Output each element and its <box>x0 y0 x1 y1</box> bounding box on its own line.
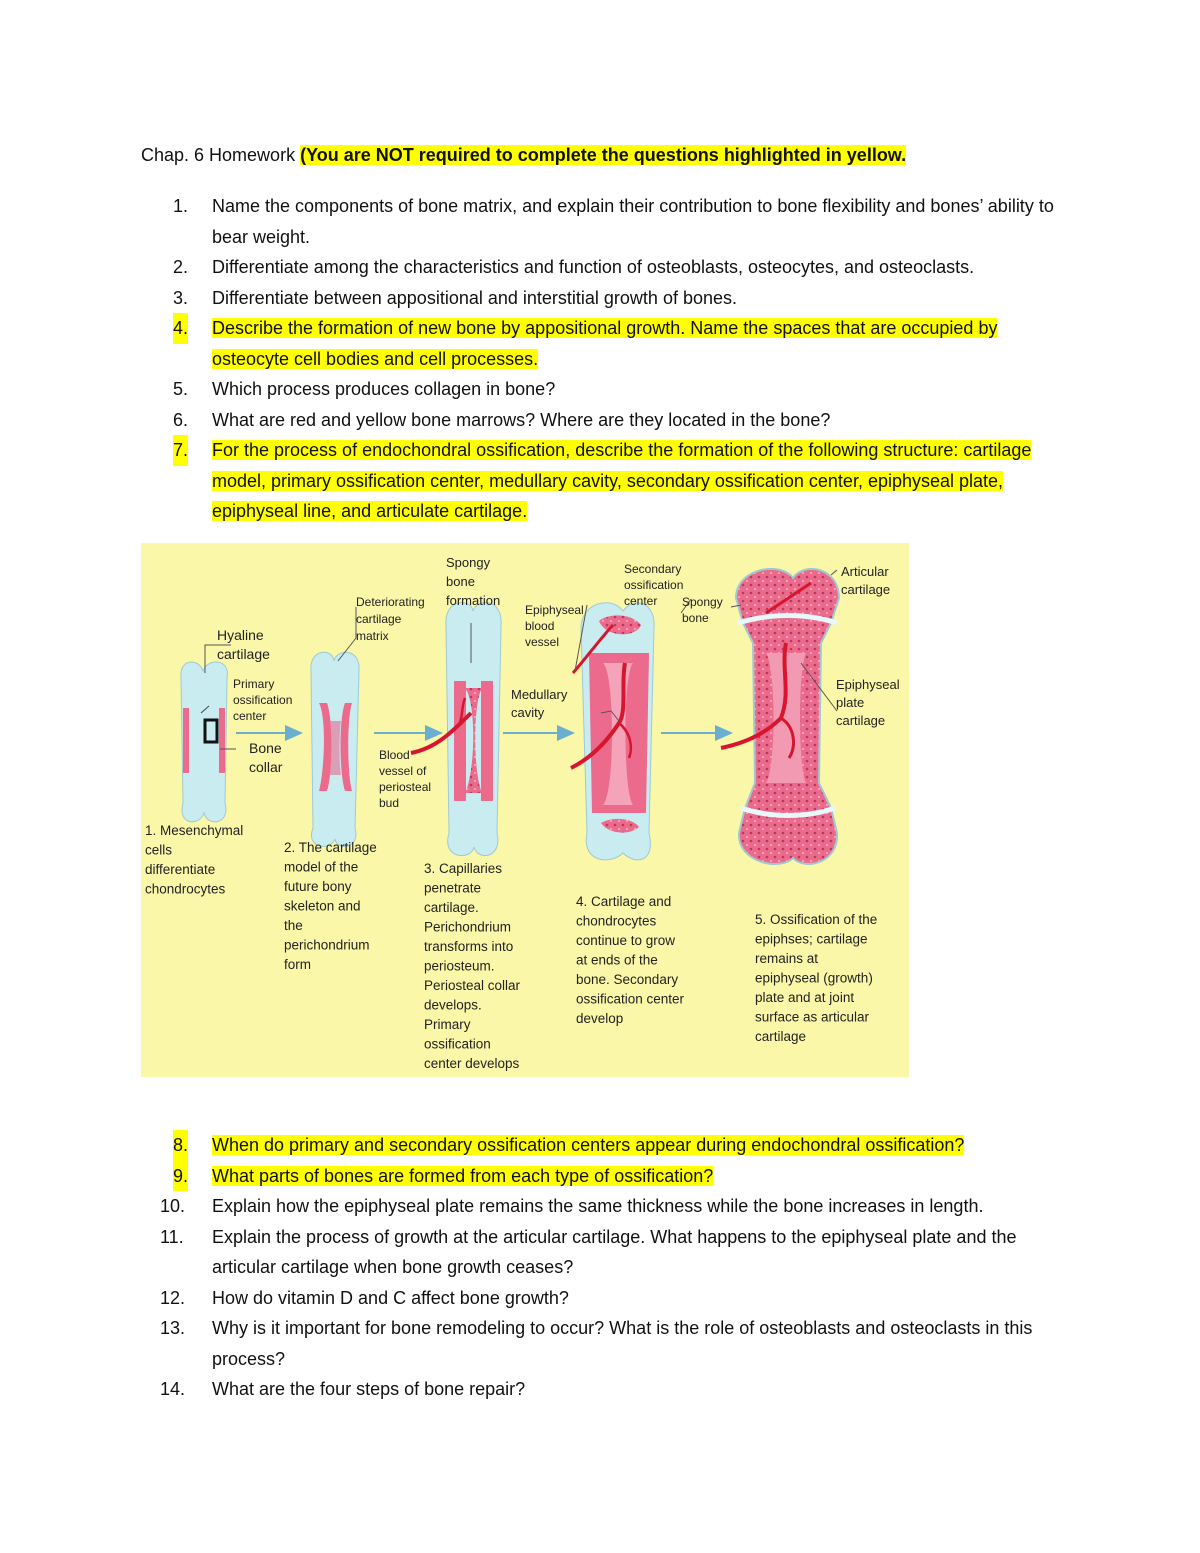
question-number: 13. <box>160 1318 186 1338</box>
label-articular-cartilage-line: cartilage <box>841 582 891 597</box>
step-5-caption-line: epiphyseal (growth) <box>755 970 873 986</box>
label-spongy-bone-formation-line: formation <box>446 593 501 608</box>
label-hyaline-cartilage-line: Hyaline <box>217 627 264 643</box>
question-item <box>141 1374 1071 1405</box>
question-number: 4. <box>173 313 188 344</box>
question-number: 7. <box>173 435 188 466</box>
step-5-caption-line: cartilage <box>755 1029 807 1044</box>
step-1-caption-line: 1. Mesenchymal <box>145 823 244 838</box>
step-4-caption-line: ossification center <box>576 991 685 1007</box>
question-item <box>141 1191 1071 1222</box>
step-4-caption-line: develop <box>576 1011 624 1026</box>
step-2-caption-line: form <box>284 957 311 972</box>
label-blood-vessel-periosteal-bud-line: bud <box>379 796 400 810</box>
label-blood-vessel-periosteal-bud-line: Blood <box>379 748 410 762</box>
step-5-caption-line: plate and at joint <box>755 990 855 1005</box>
step-3-caption-line: ossification <box>424 1036 491 1052</box>
question-text: What parts of bones are formed from each type of ossification? <box>212 1165 714 1186</box>
step-3-caption-line: Primary <box>424 1017 471 1032</box>
question-item <box>141 252 1071 283</box>
question-item <box>141 1313 1071 1374</box>
question-item <box>141 1130 1071 1161</box>
ossification-diagram <box>141 543 909 1077</box>
question-text: Differentiate among the characteristics and function of osteoblasts, osteocytes, and osteoclasts. <box>212 257 975 277</box>
question-number: 11. <box>160 1226 184 1247</box>
step-3-caption-line: periosteum. <box>424 958 495 974</box>
question-number: 3. <box>173 287 189 308</box>
label-epiphyseal-blood-vessel-line: Epiphyseal <box>525 603 584 617</box>
endochondral-ossification-figure <box>141 543 909 1077</box>
label-blood-vessel-periosteal-bud-line: vessel of <box>379 764 427 778</box>
question-text: How do vitamin D and C affect bone growth? <box>212 1287 569 1308</box>
step-3-caption-line: Periosteal collar <box>424 978 521 993</box>
label-deteriorating-cartilage-matrix-line: Deteriorating <box>356 595 425 609</box>
step-1-caption-line: differentiate <box>145 862 216 877</box>
step-4-caption-line: continue to grow <box>576 933 676 948</box>
label-primary-ossification-center-line: Primary <box>233 677 275 691</box>
label-primary-ossification-center-line: center <box>233 709 267 723</box>
question-number: 6. <box>173 409 189 430</box>
step-5-caption-line: remains at <box>755 951 819 966</box>
step-3-caption-line: penetrate <box>424 880 482 896</box>
question-text: When do primary and secondary ossification centers appear during endochondral ossification? <box>212 1135 965 1155</box>
question-number: 5. <box>173 379 189 399</box>
step-2-caption-line: skeleton and <box>284 898 361 914</box>
label-articular-cartilage-line: Articular <box>841 564 889 579</box>
question-number: 1. <box>173 196 189 216</box>
homework-title: Chap. 6 Homework <box>141 145 296 165</box>
step-4-caption-line: chondrocytes <box>576 913 657 929</box>
label-spongy-bone-line: Spongy <box>682 595 723 609</box>
label-primary-ossification-center-line: ossification <box>233 693 293 707</box>
page-title <box>141 143 906 167</box>
question-item <box>141 435 1071 527</box>
question-text: Explain how the epiphyseal plate remains the same thickness while the bone increases in length. <box>212 1196 984 1216</box>
label-bone-collar-line: Bone <box>249 740 282 756</box>
step-3-caption-line: transforms into <box>424 939 514 954</box>
step-4-caption-line: 4. Cartilage and <box>576 894 672 909</box>
stage-1-bone <box>181 662 228 822</box>
stage-2-bone <box>311 652 359 846</box>
step-3-caption-line: 3. Capillaries <box>424 861 503 876</box>
label-deteriorating-cartilage-matrix-line: cartilage <box>356 612 402 626</box>
question-list-2 <box>141 1130 1071 1405</box>
step-5-caption-line: surface as articular <box>755 1009 870 1025</box>
question-text: Why is it important for bone remodeling to occur? What is the role of osteoblasts and osteoclasts in this process? <box>212 1318 1033 1369</box>
label-deteriorating-cartilage-matrix-line: matrix <box>356 629 389 643</box>
question-text: Differentiate between appositional and interstitial growth of bones. <box>212 287 737 308</box>
question-text: What are red and yellow bone marrows? Where are they located in the bone? <box>212 409 831 430</box>
label-epiphyseal-plate-cartilage-line: plate <box>836 695 865 710</box>
step-5-caption-line: epiphses; cartilage <box>755 931 868 947</box>
label-epiphyseal-blood-vessel-line: blood <box>525 619 555 633</box>
question-item <box>141 1222 1071 1283</box>
step-1-caption-line: cells <box>145 842 173 858</box>
question-text: For the process of endochondral ossification, describe the formation of the following structure: cartilage model, primary ossification center, medullary cavity, secondary ossification center, epiphyseal plate, epiphyseal line, and articulate cartilage. <box>212 440 1032 521</box>
question-number: 2. <box>173 257 189 277</box>
question-item <box>141 374 1071 405</box>
step-3-caption-line: Perichondrium <box>424 919 512 935</box>
question-text: Explain the process of growth at the articular cartilage. What happens to the epiphyseal plate and the articular cartilage when bone growth ceases? <box>212 1226 1017 1277</box>
question-number: 8. <box>173 1130 188 1161</box>
label-bone-collar-line: collar <box>249 759 283 775</box>
step-5-caption <box>755 912 877 1044</box>
label-secondary-ossification-center-line: center <box>624 594 658 608</box>
step-4-caption-line: bone. Secondary <box>576 972 679 987</box>
question-item <box>141 1283 1071 1314</box>
label-epiphyseal-plate-cartilage-line: Epiphyseal <box>836 677 900 692</box>
label-hyaline-cartilage-line: cartilage <box>217 646 270 662</box>
step-2-caption-line: the <box>284 918 303 933</box>
label-secondary-ossification-center-line: Secondary <box>624 562 682 576</box>
question-number: 12. <box>160 1287 186 1308</box>
question-text: Name the components of bone matrix, and explain their contribution to bone flexibility and bones’ ability to bear weight. <box>212 196 1054 247</box>
label-medullary-cavity-line: Medullary <box>511 687 568 702</box>
question-text: Describe the formation of new bone by appositional growth. Name the spaces that are occupied by osteocyte cell bodies and cell processes. <box>212 318 998 369</box>
step-2-caption-line: 2. The cartilage <box>284 840 377 855</box>
label-epiphyseal-plate-cartilage-line: cartilage <box>836 713 886 728</box>
step-3-caption-line: cartilage. <box>424 900 479 915</box>
question-item <box>141 313 1071 374</box>
question-number: 14. <box>160 1379 186 1399</box>
label-spongy-bone-formation-line: bone <box>446 574 475 589</box>
question-item <box>141 191 1071 252</box>
step-4-caption-line: at ends of the <box>576 952 658 968</box>
question-item <box>141 1161 1071 1192</box>
label-spongy-bone-line: bone <box>682 611 709 625</box>
question-number: 9. <box>173 1161 188 1192</box>
label-spongy-bone-formation-line: Spongy <box>446 555 491 570</box>
label-medullary-cavity-line: cavity <box>511 705 545 720</box>
question-text: Which process produces collagen in bone? <box>212 379 556 399</box>
step-2-caption-line: perichondrium <box>284 937 370 953</box>
question-item <box>141 283 1071 314</box>
highlight-note: (You are NOT required to complete the questions highlighted in yellow. <box>300 145 907 165</box>
label-blood-vessel-periosteal-bud-line: periosteal <box>379 780 432 794</box>
step-1-caption-line: chondrocytes <box>145 881 226 897</box>
step-5-caption-line: 5. Ossification of the <box>755 912 878 927</box>
step-2-caption-line: model of the <box>284 859 359 875</box>
question-text: What are the four steps of bone repair? <box>212 1379 526 1399</box>
question-item <box>141 405 1071 436</box>
question-list-1 <box>141 191 1071 527</box>
label-epiphyseal-blood-vessel-line: vessel <box>525 635 560 649</box>
question-number: 10. <box>160 1196 186 1216</box>
label-secondary-ossification-center-line: ossification <box>624 578 684 592</box>
step-3-caption-line: center develops <box>424 1056 520 1071</box>
step-3-caption-line: develops. <box>424 997 482 1013</box>
step-2-caption-line: future bony <box>284 879 352 894</box>
